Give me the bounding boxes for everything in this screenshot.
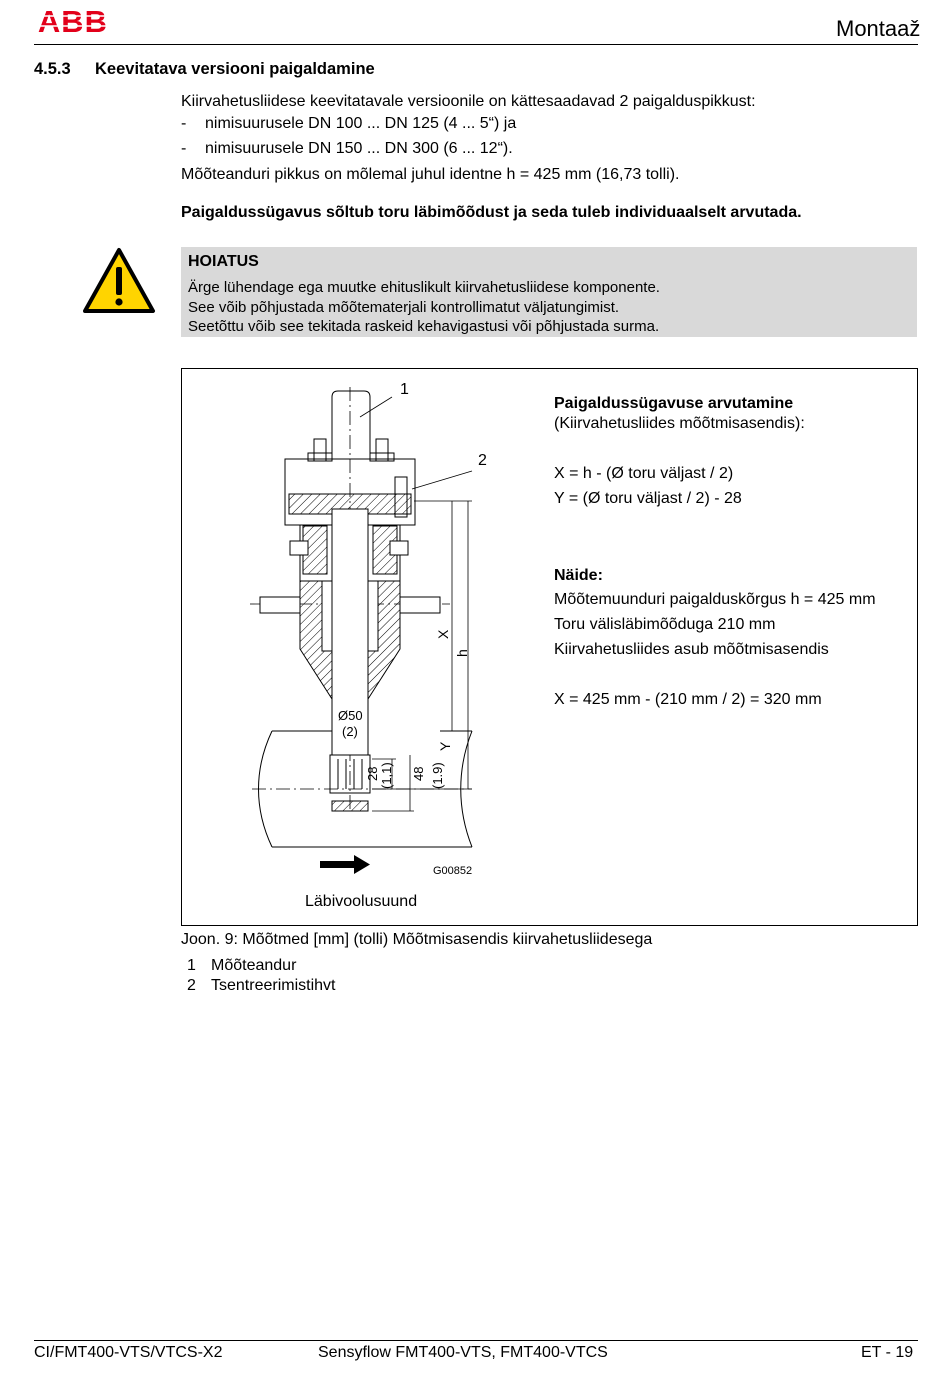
legend-number: 2 [187, 977, 196, 994]
formula-x: X = h - (Ø toru väljast / 2) [554, 465, 734, 482]
legend-number: 1 [187, 957, 196, 974]
warning-line: Ärge lühendage ega muutke ehituslikult kiirvahetusliidese komponente. [188, 279, 660, 296]
dim-h-label: h [454, 649, 470, 657]
flow-arrow-icon [320, 855, 370, 874]
dim-diameter-inch: (2) [342, 724, 358, 739]
example-line: Kiirvahetusliides asub mõõtmisasendis [554, 641, 829, 658]
logo-text: ABB [37, 6, 109, 36]
list-item [181, 115, 516, 133]
intro-line: Kiirvahetusliidese keevitatavale versioonile on kättesaadavad 2 paigalduspikkust: [181, 93, 756, 110]
footer-doc-id: CI/FMT400-VTS/VTCS-X2 [34, 1344, 223, 1361]
list-text: nimisuurusele DN 150 ... DN 300 (6 ... 12“). [205, 140, 513, 157]
figure-caption: Joon. 9: Mõõtmed [mm] (tolli) Mõõtmisasendis kiirvahetusliidesega [181, 931, 653, 948]
warning-title: HOIATUS [188, 253, 259, 270]
list-dash: - [181, 115, 187, 132]
dim-48-inch: (1.9) [430, 762, 445, 789]
footer-page-number: ET - 19 [861, 1344, 914, 1361]
dim-48: 48 [411, 766, 426, 781]
legend-label: Tsentreerimistihvt [211, 977, 336, 994]
abb-logo [34, 6, 112, 36]
flow-direction-label: Läbivoolusuund [305, 893, 418, 910]
dim-diameter: Ø50 [338, 708, 363, 723]
list-text: nimisuurusele DN 100 ... DN 125 (4 ... 5“) ja [205, 115, 517, 132]
example-line: Mõõtemuunduri paigalduskõrgus h = 425 mm [554, 591, 876, 608]
calc-subtitle: (Kiirvahetusliides mõõtmisasendis): [554, 415, 805, 432]
list-dash: - [181, 140, 187, 157]
dim-x-label: X [435, 629, 451, 639]
legend-item [187, 957, 296, 975]
list-item [181, 140, 513, 158]
legend-item [187, 977, 335, 995]
dim-28: 28 [365, 766, 380, 781]
section-number: 4.5.3 [34, 60, 71, 78]
header-rule [34, 44, 918, 45]
footer-rule [34, 1340, 918, 1341]
warning-box [181, 247, 917, 337]
legend-label: Mõõteandur [211, 957, 297, 974]
footer-product: Sensyflow FMT400-VTS, FMT400-VTCS [318, 1344, 608, 1361]
sensor-length-line: Mõõteanduri pikkus on mõlemal juhul identne h = 425 mm (16,73 tolli). [181, 166, 680, 183]
depth-note: Paigaldussügavus sõltub toru läbimõõdust ja seda tuleb individuaalselt arvutada. [181, 204, 802, 221]
dim-y-label: Y [437, 741, 453, 751]
example-line: Toru välisläbimõõduga 210 mm [554, 616, 776, 633]
callout-1: 1 [400, 381, 409, 398]
page-section-title: Montaaž [836, 16, 921, 41]
figure-code: G00852 [433, 865, 473, 877]
callout-2: 2 [478, 452, 487, 469]
example-title: Näide: [554, 567, 603, 584]
sensor-stem [332, 391, 370, 459]
dim-28-inch: (1,1) [379, 762, 394, 789]
warning-line: See võib põhjustada mõõtematerjali kontrollimatut väljatungimist. [188, 299, 620, 316]
calc-title: Paigaldussügavuse arvutamine [554, 395, 794, 412]
callout-leaders [360, 397, 472, 489]
formula-y: Y = (Ø toru väljast / 2) - 28 [554, 490, 742, 507]
warning-triangle-icon [82, 247, 156, 315]
section-title: Keevitatava versiooni paigaldamine [95, 60, 375, 78]
warning-line: Seetõttu võib see tekitada raskeid kehavigastusi või põhjustada surma. [188, 318, 660, 335]
example-result: X = 425 mm - (210 mm / 2) = 320 mm [554, 691, 822, 708]
